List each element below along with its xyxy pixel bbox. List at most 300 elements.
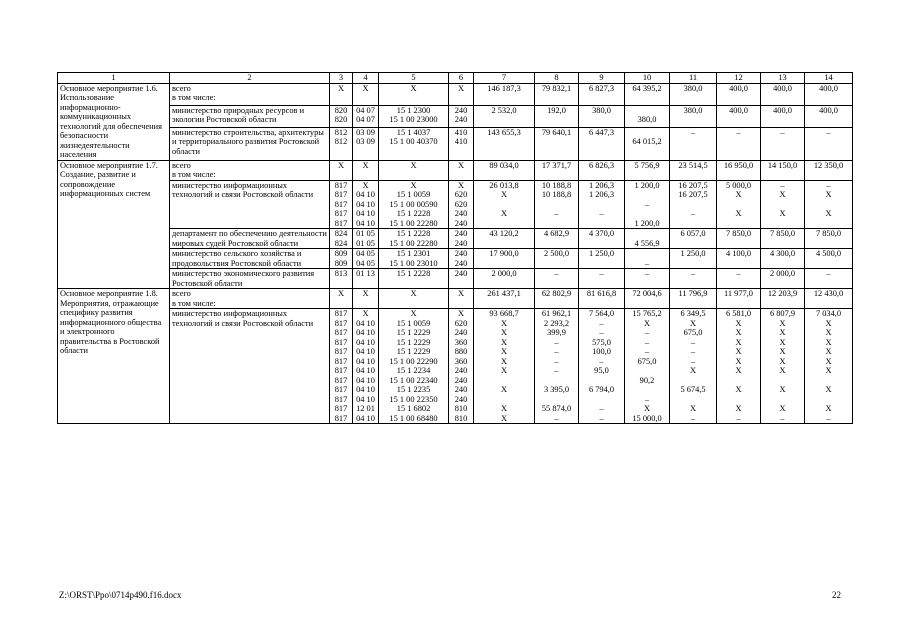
cell-line: X <box>825 318 832 328</box>
cell-line: 15 1 2228 <box>396 229 431 238</box>
value-cell <box>579 127 625 160</box>
value-cell <box>449 127 474 160</box>
value-cell <box>761 269 805 289</box>
value-cell <box>449 309 474 424</box>
cell-line: – <box>599 269 604 278</box>
cell-line: – <box>554 269 559 278</box>
header-cell: 14 <box>805 73 853 84</box>
cell-line <box>627 366 667 376</box>
value-cell <box>625 180 670 229</box>
cell-line: 360 <box>454 356 468 366</box>
cell-line: X <box>500 337 508 347</box>
value-cell <box>579 249 625 269</box>
cell-line: 04 10 <box>356 385 375 394</box>
cell-line: – <box>780 127 785 137</box>
value-cell <box>474 105 535 127</box>
value-cell <box>805 105 853 127</box>
cell-line: 817 <box>334 199 348 209</box>
cell-line: 146 187,3 <box>487 83 521 93</box>
cell-line: X <box>500 413 508 423</box>
cell-line: 15 1 00 22350 <box>389 394 438 404</box>
cell-line: – <box>690 127 696 137</box>
event-name-cell: Основное мероприятие 1.6. Использование информационно-коммуникационных технологий для обеспечения безопасности жизнедеятельности населения <box>58 83 170 160</box>
cell-line: X <box>779 337 786 347</box>
cell-line: X <box>500 347 508 356</box>
value-cell <box>670 309 717 424</box>
value-cell <box>805 180 853 229</box>
cell-line: – <box>599 328 604 337</box>
value-cell <box>449 229 474 249</box>
header-cell: 10 <box>625 73 670 84</box>
value-cell <box>535 105 579 127</box>
cell-line <box>627 190 667 200</box>
cell-line: 675,0 <box>683 328 703 337</box>
cell-line: 01 05 <box>356 229 375 238</box>
executor-cell <box>170 160 330 180</box>
cell-line: 824 <box>334 238 348 248</box>
cell-line <box>719 200 758 210</box>
value-cell <box>761 83 805 105</box>
event-name-cell: Основное мероприятие 1.7. Создание, развитие и сопровождение информационных систем <box>58 160 170 289</box>
cell-text: министерство информационных технологий и связи Ростовской области <box>172 309 314 328</box>
cell-line: 1 250,0 <box>680 249 706 258</box>
cell-line: 817 <box>334 209 348 218</box>
value-cell <box>717 229 761 249</box>
page-number: 22 <box>832 590 841 600</box>
cell-line: X <box>735 366 742 375</box>
cell-line: – <box>599 413 604 423</box>
cell-line: 43 120,2 <box>489 229 519 238</box>
cell-line: 16 207,5 <box>678 190 708 199</box>
value-cell <box>579 229 625 249</box>
value-cell <box>535 269 579 289</box>
value-cell <box>330 229 353 249</box>
cell-line: 04 10 <box>356 413 375 423</box>
cell-line: X <box>779 404 786 413</box>
value-cell <box>353 309 379 424</box>
header-cell: 1 <box>58 73 170 84</box>
cell-line: 817 <box>334 347 348 356</box>
cell-line: 261 437,1 <box>487 289 521 298</box>
header-cell: 13 <box>761 73 805 84</box>
cell-line: 1 200,0 <box>634 180 660 190</box>
value-cell <box>474 180 535 229</box>
cell-line: 100,0 <box>592 347 611 356</box>
value-cell <box>579 269 625 289</box>
value-cell <box>449 105 474 127</box>
cell-line: 04 10 <box>356 394 375 404</box>
cell-line <box>476 395 532 405</box>
cell-line: 01 13 <box>356 269 375 278</box>
value-cell <box>353 249 379 269</box>
value-cell <box>670 269 717 289</box>
cell-line: 817 <box>334 180 348 190</box>
cell-line: 95,0 <box>594 366 609 375</box>
cell-line: – <box>554 366 559 375</box>
cell-line <box>672 219 714 229</box>
cell-line <box>627 229 667 239</box>
cell-line: 817 <box>334 328 348 337</box>
cell-line: 14 150,0 <box>767 160 798 170</box>
cell-line: X <box>779 318 786 328</box>
cell-line: 15 1 00 22340 <box>389 375 438 385</box>
cell-line: 2 000,0 <box>769 269 796 278</box>
cell-line: 15 1 2229 <box>396 347 431 356</box>
cell-text: министерство сельского хозяйства и продовольствия Ростовской области <box>172 249 302 268</box>
cell-line: 2 293,2 <box>543 318 570 328</box>
value-cell <box>449 269 474 289</box>
value-cell <box>761 180 805 229</box>
cell-line: X <box>779 347 786 356</box>
cell-line: – <box>554 347 559 356</box>
cell-line: 04 10 <box>356 318 375 328</box>
cell-line: 6 057,0 <box>680 229 706 238</box>
header-cell: 2 <box>170 73 330 84</box>
value-cell <box>717 180 761 229</box>
cell-line: 03 09 <box>356 127 375 137</box>
cell-text: министерство экономического развития Ростовской области <box>172 269 315 288</box>
cell-line: X <box>500 366 508 375</box>
cell-line: 817 <box>334 413 348 423</box>
cell-line: 79 832,1 <box>541 83 572 93</box>
cell-line: 400,0 <box>819 83 838 93</box>
cell-line: X <box>362 289 369 298</box>
value-cell <box>805 229 853 249</box>
cell-line: X <box>779 190 786 199</box>
value-cell <box>579 309 625 424</box>
cell-line: 01 05 <box>356 238 375 248</box>
cell-line: X <box>735 385 742 394</box>
value-cell <box>353 269 379 289</box>
cell-line: 04 10 <box>356 199 375 209</box>
cell-line: 192,0 <box>547 105 566 115</box>
cell-line: 240 <box>454 269 468 278</box>
value-cell <box>625 160 670 180</box>
value-cell <box>474 249 535 269</box>
cell-line: X <box>735 404 742 413</box>
header-cell: 8 <box>535 73 579 84</box>
cell-line <box>763 219 802 229</box>
cell-line: 15 1 2229 <box>396 337 431 347</box>
cell-line: 812 <box>334 127 348 137</box>
value-cell <box>625 83 670 105</box>
cell-line <box>476 376 532 386</box>
cell-line: – <box>826 413 831 423</box>
value-cell <box>330 127 353 160</box>
cell-line <box>627 128 667 138</box>
cell-line: X <box>779 328 786 337</box>
value-cell <box>353 83 379 105</box>
cell-line: 620 <box>454 190 468 199</box>
cell-line: 813 <box>334 269 348 278</box>
cell-line: 817 <box>334 356 348 366</box>
table-row <box>58 269 853 289</box>
cell-line: X <box>825 366 832 375</box>
cell-line: 380,0 <box>592 105 611 115</box>
cell-line: 380,0 <box>637 115 657 125</box>
cell-line: 89 034,0 <box>489 160 519 170</box>
header-cell: 9 <box>579 73 625 84</box>
value-cell <box>761 309 805 424</box>
table-row <box>58 105 853 127</box>
cell-line: 04 10 <box>356 190 375 199</box>
cell-line: 1 250,0 <box>588 249 615 258</box>
cell-line: 15 1 6802 <box>396 404 431 413</box>
cell-line: 04 10 <box>356 218 375 228</box>
cell-line: 240 <box>454 249 468 258</box>
cell-line: X <box>500 356 508 366</box>
value-cell <box>717 83 761 105</box>
cell-line: 6 827,3 <box>588 83 615 93</box>
value-cell <box>761 105 805 127</box>
cell-line: 15 1 4037 <box>396 127 431 137</box>
value-cell <box>717 249 761 269</box>
cell-line: X <box>337 83 345 93</box>
value-cell <box>625 229 670 249</box>
cell-line: 6 826,3 <box>588 160 615 170</box>
cell-line: 817 <box>334 190 348 199</box>
cell-line: 240 <box>454 115 468 125</box>
cell-line <box>763 376 802 386</box>
cell-line: – <box>826 127 831 137</box>
cell-line: X <box>457 289 465 298</box>
cell-line <box>807 219 850 229</box>
cell-line: X <box>825 356 832 366</box>
cell-line: – <box>599 318 604 328</box>
cell-line: 817 <box>334 366 348 375</box>
cell-line: – <box>554 337 559 347</box>
cell-line: – <box>554 209 559 218</box>
value-cell <box>449 180 474 229</box>
cell-line: 817 <box>334 394 348 404</box>
value-cell <box>579 160 625 180</box>
cell-line: 11 796,9 <box>678 289 708 298</box>
cell-line: 1 206,3 <box>588 180 615 190</box>
cell-text: министерство природных ресурсов и экологии Ростовской области <box>172 105 305 125</box>
cell-line: 15 1 00 68480 <box>389 413 438 423</box>
cell-line: – <box>554 413 559 423</box>
cell-line: 4 500,0 <box>815 249 842 258</box>
cell-line <box>719 395 758 405</box>
cell-line: – <box>690 413 696 423</box>
value-cell <box>474 289 535 309</box>
value-cell <box>717 289 761 309</box>
value-cell <box>474 83 535 105</box>
value-cell <box>379 83 449 105</box>
value-cell <box>353 105 379 127</box>
cell-line: X <box>735 190 742 199</box>
cell-line <box>581 200 622 210</box>
value-cell <box>717 269 761 289</box>
cell-line: 17 371,7 <box>541 160 572 170</box>
cell-line: 15 000,0 <box>632 413 662 423</box>
value-cell <box>353 127 379 160</box>
header-cell: 3 <box>330 73 353 84</box>
cell-line <box>581 376 622 386</box>
value-cell <box>353 289 379 309</box>
value-cell <box>379 127 449 160</box>
cell-line <box>672 395 714 405</box>
cell-line: 04 05 <box>356 249 375 258</box>
cell-line: 400,0 <box>773 105 792 115</box>
cell-line: 72 004,6 <box>632 289 662 298</box>
cell-line: 6 807,9 <box>769 309 796 318</box>
cell-line: 810 <box>454 404 468 413</box>
cell-line: 04 10 <box>356 375 375 385</box>
cell-line: 7 850,0 <box>815 229 842 238</box>
cell-text: всего в том числе: <box>172 160 216 179</box>
cell-line: 93 668,7 <box>489 309 519 318</box>
cell-line: 240 <box>454 366 468 375</box>
cell-line: X <box>457 83 465 93</box>
cell-line: 400,0 <box>819 105 838 115</box>
cell-line: 15 1 00 00590 <box>389 199 438 209</box>
cell-line: 817 <box>334 318 348 328</box>
cell-line: 15 1 00 23010 <box>389 258 438 268</box>
cell-line: X <box>779 385 786 394</box>
budget-table <box>57 72 853 424</box>
cell-line: 15 1 00 22290 <box>389 356 438 366</box>
cell-line: 675,0 <box>637 356 657 366</box>
header-cell: 11 <box>670 73 717 84</box>
cell-line: 04 07 <box>356 105 375 115</box>
cell-line: 64 015,2 <box>632 137 662 147</box>
cell-line: X <box>689 404 697 413</box>
cell-line: 15 1 2228 <box>396 209 431 218</box>
cell-line: 817 <box>334 385 348 394</box>
cell-line: 15 1 2235 <box>396 385 431 394</box>
cell-line: 6 794,0 <box>588 385 615 394</box>
cell-line: 15 1 00 23000 <box>389 115 438 125</box>
cell-text: всего в том числе: <box>172 289 216 308</box>
value-cell <box>330 160 353 180</box>
cell-line: 64 395,2 <box>632 83 662 93</box>
cell-line: 240 <box>454 218 468 228</box>
cell-line: – <box>644 328 650 337</box>
value-cell <box>805 289 853 309</box>
cell-line: X <box>457 309 465 318</box>
cell-line: 880 <box>454 347 468 356</box>
cell-line: 12 01 <box>356 404 375 413</box>
cell-line <box>627 106 667 116</box>
cell-line: 400,0 <box>729 105 748 115</box>
cell-line: – <box>644 269 650 278</box>
cell-line: 817 <box>334 337 348 347</box>
cell-line: 620 <box>454 199 468 209</box>
cell-line: X <box>735 337 742 347</box>
value-cell <box>379 309 449 424</box>
value-cell <box>717 127 761 160</box>
value-cell <box>761 127 805 160</box>
value-cell <box>761 160 805 180</box>
cell-line: X <box>500 318 508 328</box>
value-cell <box>670 289 717 309</box>
value-cell <box>625 309 670 424</box>
value-cell <box>353 180 379 229</box>
cell-line: 820 <box>334 105 348 115</box>
cell-line: – <box>690 269 696 278</box>
value-cell <box>579 83 625 105</box>
cell-line: 817 <box>334 375 348 385</box>
cell-line <box>627 385 667 395</box>
cell-line: 810 <box>454 413 468 423</box>
cell-line: X <box>500 385 508 394</box>
cell-line <box>763 200 802 210</box>
value-cell <box>670 229 717 249</box>
value-cell <box>761 289 805 309</box>
header-cell: 4 <box>353 73 379 84</box>
cell-line: X <box>500 328 508 337</box>
value-cell <box>805 160 853 180</box>
cell-line: 7 034,0 <box>815 309 842 318</box>
cell-line: 817 <box>334 404 348 413</box>
cell-line: X <box>410 289 417 298</box>
cell-line: 809 <box>334 258 348 268</box>
cell-line: X <box>825 190 832 199</box>
cell-line: 15 1 00 40370 <box>389 137 438 147</box>
cell-line: – <box>690 209 696 218</box>
value-cell <box>805 127 853 160</box>
cell-line <box>719 376 758 386</box>
value-cell <box>330 83 353 105</box>
value-cell <box>474 160 535 180</box>
cell-line <box>807 395 850 405</box>
value-cell <box>625 249 670 269</box>
cell-line: 23 514,5 <box>678 160 708 170</box>
cell-line: – <box>599 356 604 366</box>
cell-line <box>581 395 622 405</box>
cell-line: 15 1 2234 <box>396 366 431 375</box>
cell-line <box>627 209 667 219</box>
header-cell: 5 <box>379 73 449 84</box>
value-cell <box>805 83 853 105</box>
cell-line: 5 674,5 <box>680 385 706 394</box>
value-cell <box>717 160 761 180</box>
cell-line: 12 203,9 <box>767 289 798 298</box>
cell-line: – <box>554 356 559 366</box>
cell-line <box>672 200 714 210</box>
cell-line: 240 <box>454 105 468 115</box>
cell-line: 380,0 <box>683 83 703 93</box>
executor-cell <box>170 289 330 309</box>
cell-line: 12 430,0 <box>813 289 844 298</box>
cell-line: X <box>643 404 651 413</box>
value-cell <box>474 309 535 424</box>
cell-line: X <box>457 160 465 170</box>
header-row <box>58 73 853 84</box>
cell-line: 90,2 <box>639 375 655 385</box>
executor-cell <box>170 105 330 127</box>
value-cell <box>579 180 625 229</box>
cell-line: X <box>362 309 369 318</box>
cell-line <box>719 219 758 229</box>
value-cell <box>449 160 474 180</box>
cell-line: 7 564,0 <box>588 309 615 318</box>
cell-line: 5 000,0 <box>725 180 752 190</box>
cell-line: 240 <box>454 258 468 268</box>
value-cell <box>379 105 449 127</box>
value-cell <box>535 83 579 105</box>
cell-line: – <box>644 394 650 404</box>
table-row <box>58 229 853 249</box>
cell-line: X <box>410 160 417 170</box>
footer-file-path: Z:\ORST\Ppo\0714p490.f16.docx <box>59 590 182 600</box>
header-cell: 7 <box>474 73 535 84</box>
cell-line: 03 09 <box>356 137 375 147</box>
executor-cell <box>170 229 330 249</box>
value-cell <box>535 229 579 249</box>
cell-line <box>807 200 850 210</box>
